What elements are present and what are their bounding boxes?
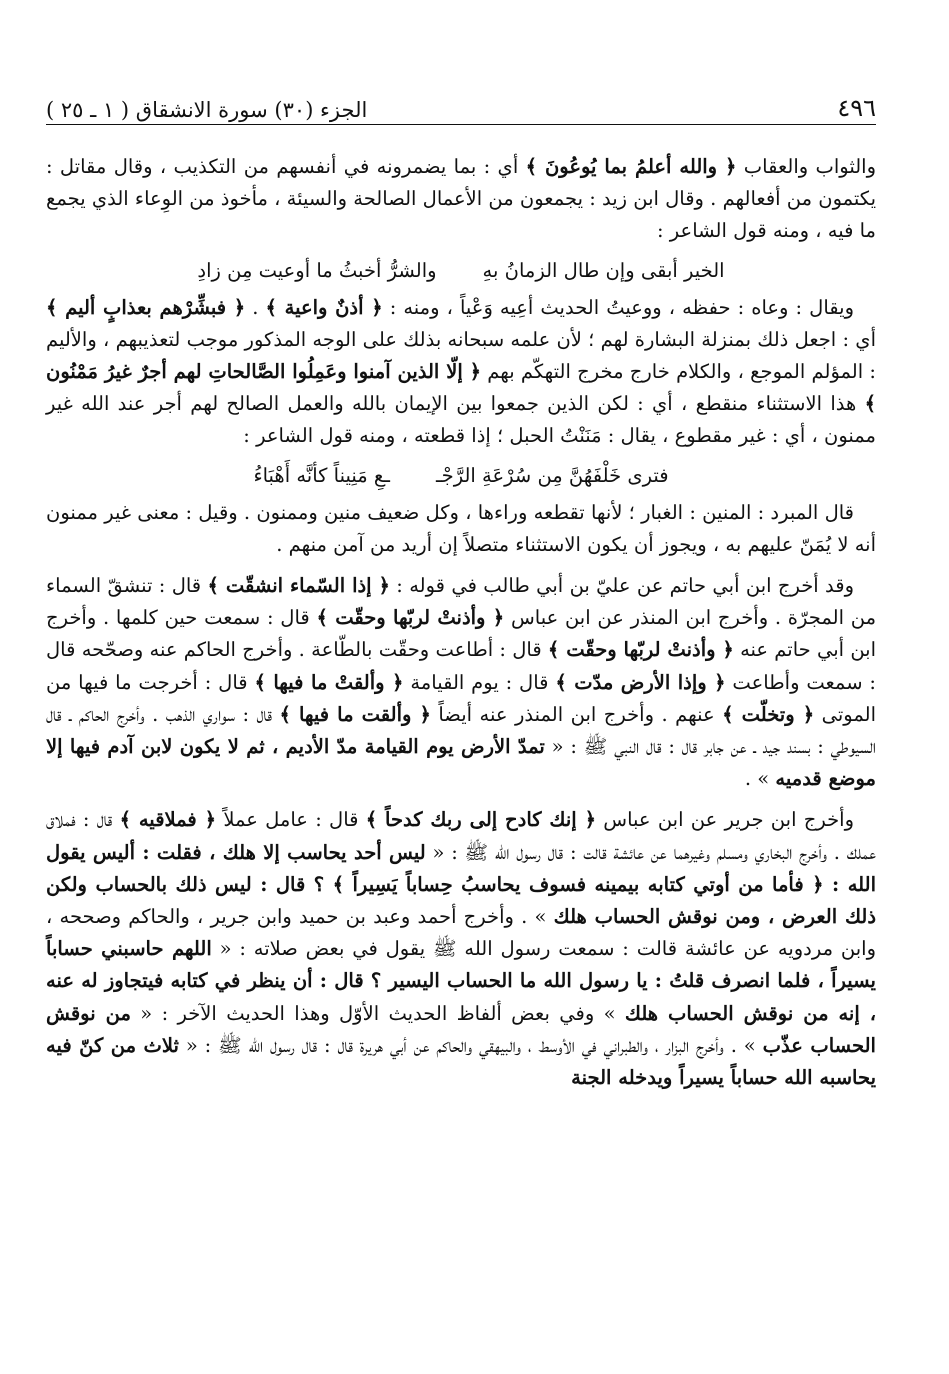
- page-number: ٤٩٦: [837, 94, 876, 122]
- quote-run: ثلاث من كنّ فيه يحاسبه الله حساباً يسيراً ويدخله الجنة: [46, 1033, 876, 1090]
- text-run: قال : فملاق عملك . وأخرج البخاري ومسلم وغيرهما عن عائشة قالت : قال رسول الله ﷺ : «: [46, 808, 876, 864]
- quote-run: ﴿ وأذنتْ لربّها وحقّت ﴾: [547, 638, 734, 662]
- quote-run: ﴿ وإذا الأرض مدّت ﴾: [555, 670, 726, 694]
- quote-run: اللهم حاسبني حساباً يسيراً ، فلما انصرف قلتُ : يا رسول الله ما الحساب اليسير ؟ قال : أن ينظر في كتابه فيتجاوز له عنه ، إنه من نوقش الحساب هلك: [46, 937, 876, 1025]
- text-run: هذا الاستثناء منقطع ، أي : لكن الذين جمعوا بين الإيمان بالله والعمل الصالح لهم أجر عند الله غير ممنون ، أي : غير مقطوع ، يقال : مَنَنْتُ الحبل ؛ إذا قطعته ، ومنه قول الشاعر :: [46, 392, 876, 448]
- quote-run: ﴿ فبشِّرْهم بعذابٍ أليم ﴾: [46, 295, 246, 319]
- poetry-verse: [46, 254, 876, 288]
- text-run: أي : بما يضمرونه في أنفسهم من التكذيب ، وقال مقاتل : يكتمون من أفعالهم . وقال ابن زيد : يجمعون من الأعمال الصالحة والسيئة ، مأخوذ من الوِعاء الذي يجمع ما فيه ، ومنه قول الشاعر :: [46, 155, 876, 243]
- text-run: قال : أخرجت ما فيها من الموتى: [46, 670, 876, 726]
- quote-run: تمدّ الأرض يوم القيامة مدّ الأديم ، ثم لا يكون لابن آدم فيها إلا موضع قدميه: [46, 735, 876, 791]
- page-header: [46, 88, 876, 125]
- verse-hemistich-left: والشرُّ أخبثُ ما أوعيت مِن زادِ: [197, 258, 437, 282]
- body-text: [46, 151, 876, 1094]
- text-run: .: [245, 295, 266, 319]
- text-run: وقد أخرج ابن أبي حاتم عن عليّ بن أبي طالب في قوله :: [389, 574, 855, 598]
- paragraph: [46, 804, 876, 1094]
- text-run: قال : عامل عملاً: [216, 808, 366, 832]
- paragraph: [46, 497, 876, 561]
- verse-hemistich-left: ـعِ مَنِيناً كأنَّه أَهْبَاءُ: [253, 463, 390, 487]
- quote-run: ﴿ إنك كادح إلى ربك كدحاً ﴾: [365, 808, 596, 832]
- text-run: قال : تنشقّ السماء من المجرّة . وأخرج ابن المنذر عن ابن عباس: [46, 574, 877, 630]
- text-run: ويقال : وعاه : حفظه ، ووعيتُ الحديث أعِيه وَعْياً ، ومنه :: [382, 295, 854, 319]
- quote-run: ﴿ وتخلّت ﴾: [722, 702, 815, 726]
- paragraph: [46, 151, 876, 248]
- paragraph: [46, 570, 876, 795]
- paragraph: [46, 292, 876, 453]
- quote-run: ﴿ والله أعلمُ بما يُوعُونَ ﴾: [525, 155, 737, 178]
- text-run: قال : أطاعت وحقّت بالطّاعة . وأخرج الحاكم عنه وصحّحه قال : سمعت وأطاعت: [46, 638, 876, 694]
- verse-hemistich-right: فترى خَلْفَهُنَّ مِن سُرْعَةِ الرَّجْـ: [435, 463, 669, 487]
- quote-run: ﴿ فملاقيه ﴾: [119, 808, 217, 832]
- quote-run: ﴿ وألقت ما فيها ﴾: [279, 702, 431, 726]
- text-run: قال : سواري الذهب . وأخرج الحاكم ـ قال السيوطي : بسند جيد ـ عن جابر قال : قال النبي ﷺ : «: [46, 702, 876, 759]
- text-run: » .: [744, 767, 776, 791]
- quote-run: ﴿ أذنٌ واعية ﴾: [265, 295, 383, 319]
- text-run: أي : اجعل ذلك بمنزلة البشارة لهم ؛ لأن علمه سبحانه بذلك على الوجه المذكور موجب لتعذيبهم ، والأليم : المؤلم الموجع ، والكلام خارج مخرج التهكّم بهم: [46, 327, 876, 384]
- quote-run: ﴿ إذا السّماء انشقّت ﴾: [207, 574, 390, 598]
- quote-run: ليس أحد يحاسب إلا هلك ، فقلت : أليس يقول الله : ﴿ فأما من أوتي كتابه بيمينه فسوف يحاسبُ حِساباً يَسِيراً ﴾ ؟ قال : ليس ذلك بالحساب ولكن ذلك العرض ، ومن نوقش الحساب هلك: [46, 840, 877, 929]
- quote-run: من نوقش الحساب عذّب: [46, 1001, 876, 1057]
- text-run: قال : يوم القيامة: [403, 670, 556, 694]
- text-run: قال : سمعت حين كلمها . وأخرج ابن أبي حاتم عنه: [46, 606, 877, 662]
- running-title: الجزء (٣٠) سورة الانشقاق ( ١ ـ ٢٥ ): [46, 98, 368, 122]
- text-run: » وفي بعض ألفاظ الحديث الأوّل وهذا الحديث الآخر : «: [130, 1001, 625, 1025]
- text-run: وأخرج ابن جرير عن ابن عباس: [596, 808, 855, 832]
- text-run: » . وأخرج البزار ، والطبراني في الأوسط ، والبيهقي والحاكم عن أبي هريرة قال : قال رسول الله ﷺ : «: [178, 1033, 763, 1057]
- page: [46, 88, 876, 1094]
- verse-hemistich-right: الخير أبقى وإن طال الزمانُ بهِ: [482, 258, 725, 282]
- text-run: والثواب والعقاب: [736, 155, 877, 178]
- text-run: قال المبرد : المنين : الغبار ؛ لأنها تقطعه وراءها ، وكل ضعيف منين وممنون . وقيل : معنى غير ممنون أنه لا يُمَنّ عليهم به ، ويجوز أن يكون الاستثناء متصلاً إن أريد من آمن منهم .: [46, 500, 876, 556]
- quote-run: ﴿ إلّا الذين آمنوا وعَمِلُوا الصَّالحاتِ لهم أجرٌ غيرُ مَمْنُون ﴾: [46, 360, 876, 416]
- text-run: » . وأخرج أحمد وعبد بن حميد وابن جرير ، والحاكم وصححه ، وابن مردويه عن عائشة قالت : سمعت رسول الله ﷺ يقول في بعض صلاته : «: [46, 905, 876, 961]
- quote-run: ﴿ وألقتْ ما فيها ﴾: [254, 670, 404, 694]
- text-run: عنهم . وأخرج ابن المنذر عنه أيضاً: [430, 702, 723, 726]
- quote-run: ﴿ وأذنتْ لربّها وحقّت ﴾: [316, 606, 505, 630]
- poetry-verse: [46, 459, 876, 493]
